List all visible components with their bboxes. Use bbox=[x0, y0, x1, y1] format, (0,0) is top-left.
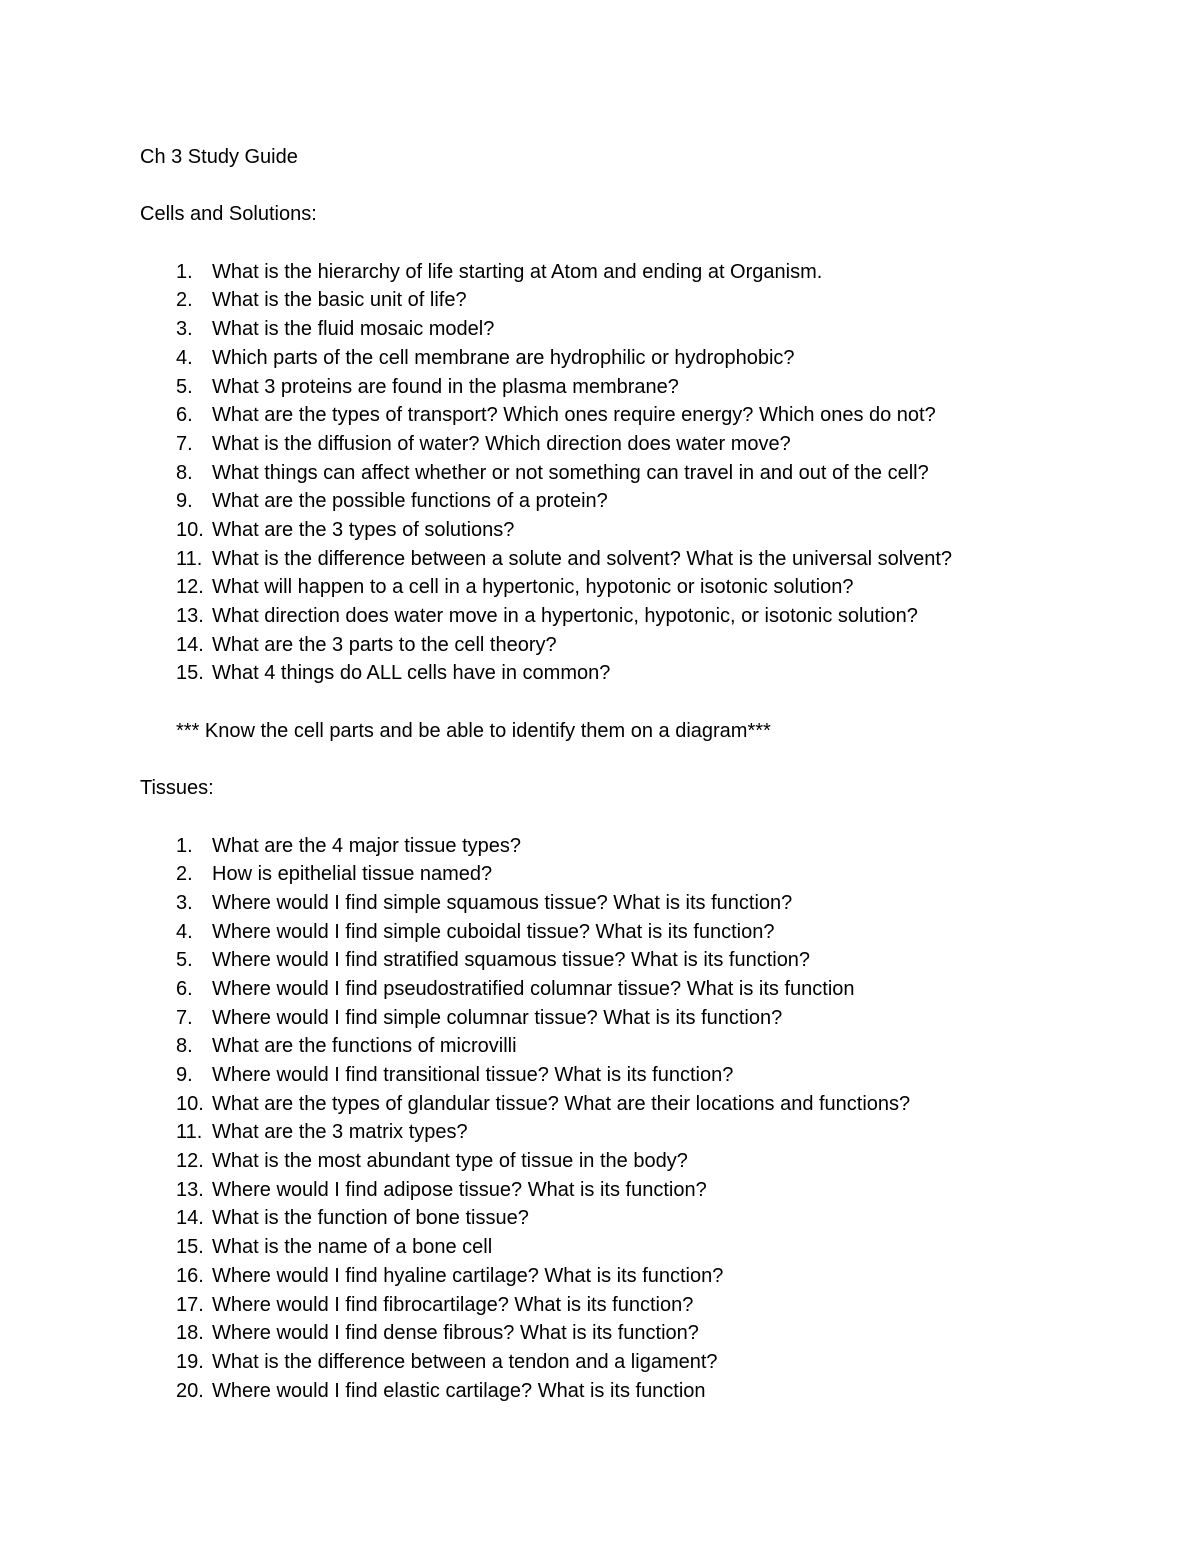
list-item bbox=[140, 1004, 1100, 1033]
section-heading-cells-and-solutions: Cells and Solutions: bbox=[140, 203, 317, 226]
list-item-number: 17. bbox=[176, 1293, 204, 1316]
list-item-text: What is the fluid mosaic model? bbox=[212, 318, 495, 341]
spacer bbox=[140, 172, 1100, 201]
list-item bbox=[140, 889, 1100, 918]
list-item bbox=[140, 1319, 1100, 1348]
list-item-number: 12. bbox=[176, 1150, 204, 1173]
list-item bbox=[140, 401, 1100, 430]
list-item-text: Where would I find elastic cartilage? What is its function bbox=[212, 1379, 706, 1402]
list-item bbox=[140, 344, 1100, 373]
list-item bbox=[140, 918, 1100, 947]
list-item bbox=[140, 1176, 1100, 1205]
list-item-text: What is the most abundant type of tissue in the body? bbox=[212, 1150, 688, 1173]
list-item bbox=[140, 860, 1100, 889]
list-item bbox=[140, 1090, 1100, 1119]
list-item-number: 8. bbox=[176, 1035, 193, 1058]
list-item-text: Which parts of the cell membrane are hydrophilic or hydrophobic? bbox=[212, 346, 795, 369]
list-item-number: 1. bbox=[176, 260, 193, 283]
spacer bbox=[140, 688, 1100, 717]
list-item-number: 2. bbox=[176, 289, 193, 312]
list-item-text: What are the types of transport? Which ones require energy? Which ones do not? bbox=[212, 404, 936, 427]
list-item bbox=[140, 573, 1100, 602]
list-item-text: What are the 3 types of solutions? bbox=[212, 518, 515, 541]
list-item-number: 20. bbox=[176, 1379, 204, 1402]
list-item-number: 15. bbox=[176, 662, 204, 685]
list-item-number: 13. bbox=[176, 605, 204, 627]
list-item-text: Where would I find simple cuboidal tissue? What is its function? bbox=[212, 920, 775, 943]
list-item-text: What things can affect whether or not something can travel in and out of the cell? bbox=[212, 461, 929, 484]
list-item-number: 3. bbox=[176, 318, 193, 341]
list-item bbox=[140, 1204, 1100, 1233]
list-item-text: What are the 3 parts to the cell theory? bbox=[212, 633, 557, 656]
list-item-text: What is the basic unit of life? bbox=[212, 289, 467, 312]
spacer bbox=[140, 745, 1100, 774]
list-item bbox=[140, 659, 1100, 688]
list-item bbox=[140, 1061, 1100, 1090]
list-item-text: Where would I find adipose tissue? What is its function? bbox=[212, 1178, 707, 1201]
list-item-text: Where would I find stratified squamous tissue? What is its function? bbox=[212, 949, 811, 972]
list-item-number: 14. bbox=[176, 1207, 204, 1230]
list-item-number: 9. bbox=[176, 1064, 193, 1086]
list-item-number: 6. bbox=[176, 404, 193, 427]
list-item bbox=[140, 1262, 1100, 1291]
list-item bbox=[140, 1032, 1100, 1061]
list-item bbox=[140, 975, 1100, 1004]
list-item bbox=[140, 459, 1100, 488]
list-item-number: 8. bbox=[176, 461, 193, 484]
list-item-number: 19. bbox=[176, 1350, 204, 1373]
list-item-number: 7. bbox=[176, 432, 193, 455]
list-item-text: What direction does water move in a hypertonic, hypotonic, or isotonic solution? bbox=[212, 605, 918, 627]
list-item-text: What 4 things do ALL cells have in common? bbox=[212, 662, 611, 685]
list-item bbox=[140, 545, 1100, 574]
list-item-text: What is the hierarchy of life starting at Atom and ending at Organism. bbox=[212, 260, 823, 283]
list-item bbox=[140, 1118, 1100, 1147]
list-item bbox=[140, 487, 1100, 516]
list-item bbox=[140, 631, 1100, 660]
list-item bbox=[140, 832, 1100, 861]
list-item-text: What are the 3 matrix types? bbox=[212, 1121, 468, 1144]
list-item-text: How is epithelial tissue named? bbox=[212, 863, 493, 886]
list-item bbox=[140, 602, 1100, 631]
list-item-number: 14. bbox=[176, 633, 204, 656]
list-item-text: Where would I find simple columnar tissue? What is its function? bbox=[212, 1006, 783, 1029]
list-item-text: What is the difference between a tendon and a ligament? bbox=[212, 1350, 718, 1373]
list-item-number: 12. bbox=[176, 576, 204, 599]
list-item-number: 11. bbox=[176, 1121, 203, 1144]
list-item-text: Where would I find dense fibrous? What is its function? bbox=[212, 1322, 699, 1345]
list-item-text: What are the types of glandular tissue? What are their locations and functions? bbox=[212, 1092, 911, 1115]
list-item-number: 15. bbox=[176, 1236, 204, 1259]
list-item-number: 9. bbox=[176, 490, 193, 513]
list-item-text: What are the 4 major tissue types? bbox=[212, 834, 522, 857]
list-item-number: 2. bbox=[176, 863, 193, 886]
list-item-number: 4. bbox=[176, 920, 193, 943]
list-item-text: Where would I find simple squamous tissue? What is its function? bbox=[212, 891, 793, 914]
list-item-text: What is the difference between a solute and solvent? What is the universal solvent? bbox=[212, 547, 953, 570]
list-item-text: What will happen to a cell in a hypertonic, hypotonic or isotonic solution? bbox=[212, 576, 854, 599]
document-body bbox=[140, 143, 1100, 1405]
list-item-number: 6. bbox=[176, 977, 193, 1000]
spacer bbox=[140, 803, 1100, 832]
list-item bbox=[140, 1348, 1100, 1377]
cell-parts-note: *** Know the cell parts and be able to identify them on a diagram*** bbox=[176, 719, 771, 742]
list-item-text: What is the function of bone tissue? bbox=[212, 1207, 529, 1230]
list-item bbox=[140, 1233, 1100, 1262]
list-item-number: 18. bbox=[176, 1322, 204, 1345]
list-item-text: What are the functions of microvilli bbox=[212, 1035, 517, 1058]
document-title: Ch 3 Study Guide bbox=[140, 146, 298, 168]
list-item bbox=[140, 1147, 1100, 1176]
list-item-number: 16. bbox=[176, 1264, 204, 1287]
cells-and-solutions-question-list bbox=[140, 258, 1100, 688]
list-item-number: 13. bbox=[176, 1178, 204, 1201]
list-item-number: 7. bbox=[176, 1006, 193, 1029]
list-item bbox=[140, 430, 1100, 459]
list-item-text: What is the diffusion of water? Which direction does water move? bbox=[212, 432, 791, 455]
list-item-text: Where would I find hyaline cartilage? What is its function? bbox=[212, 1264, 724, 1287]
list-item-text: Where would I find pseudostratified columnar tissue? What is its function bbox=[212, 977, 855, 1000]
list-item-number: 10. bbox=[176, 1092, 204, 1115]
list-item-text: What is the name of a bone cell bbox=[212, 1236, 493, 1259]
list-item bbox=[140, 373, 1100, 402]
list-item bbox=[140, 1377, 1100, 1406]
spacer bbox=[140, 229, 1100, 258]
tissues-question-list bbox=[140, 832, 1100, 1406]
list-item-number: 5. bbox=[176, 949, 193, 972]
list-item bbox=[140, 315, 1100, 344]
list-item-text: What 3 proteins are found in the plasma membrane? bbox=[212, 375, 679, 398]
list-item bbox=[140, 286, 1100, 315]
list-item-text: Where would I find fibrocartilage? What is its function? bbox=[212, 1293, 694, 1316]
list-item-number: 11. bbox=[176, 547, 203, 570]
list-item bbox=[140, 946, 1100, 975]
section-heading-tissues: Tissues: bbox=[140, 777, 214, 800]
list-item-number: 4. bbox=[176, 346, 193, 369]
list-item-text: Where would I find transitional tissue? What is its function? bbox=[212, 1064, 734, 1086]
list-item bbox=[140, 516, 1100, 545]
list-item-number: 5. bbox=[176, 375, 193, 398]
list-item-number: 3. bbox=[176, 891, 193, 914]
list-item-text: What are the possible functions of a protein? bbox=[212, 490, 608, 513]
list-item bbox=[140, 1291, 1100, 1320]
list-item-number: 10. bbox=[176, 518, 204, 541]
list-item bbox=[140, 258, 1100, 287]
list-item-number: 1. bbox=[176, 834, 193, 857]
